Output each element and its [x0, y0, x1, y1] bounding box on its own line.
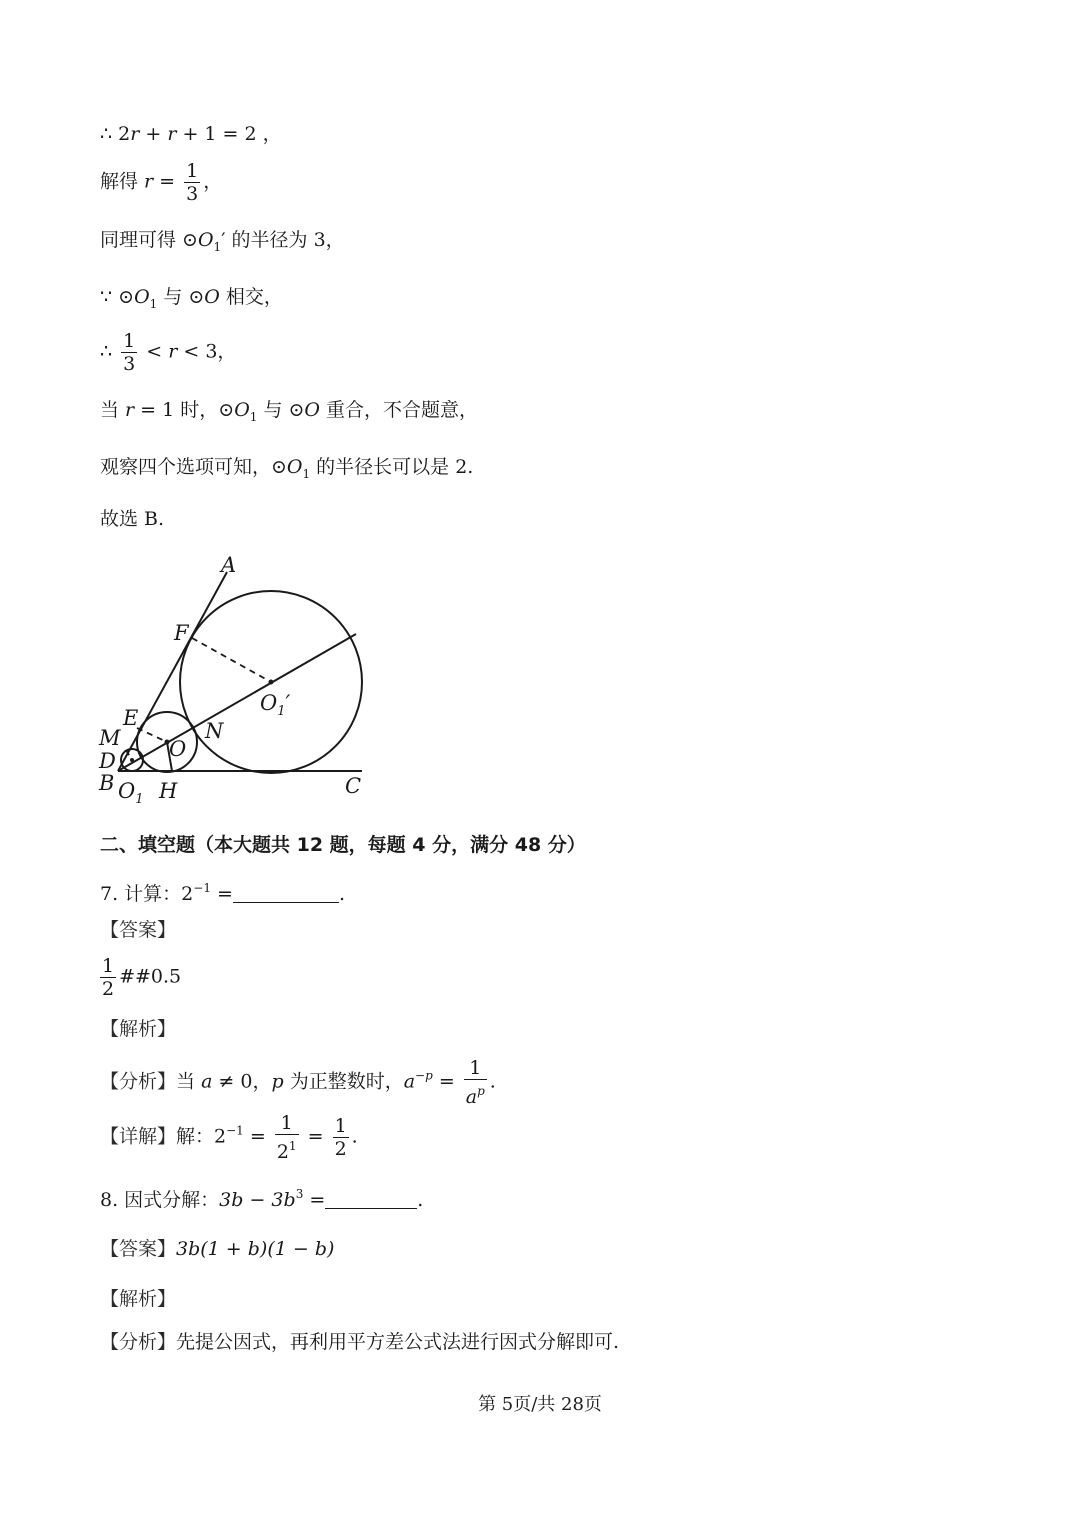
- question-7: 7. 计算：$2^{-1}$ = .: [100, 881, 345, 905]
- q7-answer-tag: 【答案】: [100, 919, 177, 941]
- geometry-figure: [90, 548, 390, 808]
- solution-line-8: 故选 B.: [100, 508, 165, 530]
- fraction-one-third-b: $\frac{1}{3}$: [123, 330, 136, 375]
- label-b: B: [99, 771, 115, 795]
- label-c: C: [345, 774, 362, 798]
- solution-line-4: ∵ $⊙O_1$ 与 ⊙O 相交，: [100, 286, 283, 311]
- question-8: 8. 因式分解：$3b - 3b^3$ = .: [100, 1187, 424, 1211]
- q8-fenxi: 【分析】先提公因式，再利用平方差公式法进行因式分解即可.: [100, 1331, 620, 1353]
- dashed-e-o: [137, 728, 167, 742]
- answer-blank-8: [325, 1190, 417, 1209]
- label-h: H: [159, 779, 178, 803]
- solution-line-3: 同理可得 $⊙O_1'$ 的半径为 3，: [100, 229, 345, 254]
- answer-blank-7: [233, 884, 339, 903]
- label-o1: $O_1$: [118, 779, 144, 807]
- label-d: D: [99, 749, 116, 773]
- point-o1: [130, 758, 134, 762]
- section-heading: 二、填空题（本大题共 12 题，每题 4 分，满分 48 分）: [100, 834, 586, 856]
- label-f: F: [174, 621, 189, 645]
- q8-analysis-tag: 【解析】: [100, 1288, 177, 1310]
- q7-analysis-tag: 【解析】: [100, 1018, 177, 1040]
- q8-answer: 【答案】3b(1 + b)(1 − b): [100, 1238, 335, 1260]
- solution-line-7: 观察四个选项可知，$⊙O_1$ 的半径长可以是 2.: [100, 456, 474, 481]
- solution-line-1: ∴ 2r + r + 1 = 2 ，: [100, 123, 282, 145]
- label-n: N: [205, 719, 224, 743]
- label-o: O: [169, 737, 187, 761]
- fraction-one-third: $\frac{1}{3}$: [186, 160, 199, 205]
- page-footer: 第 5页/共 28页: [478, 1394, 602, 1415]
- label-m: M: [99, 726, 121, 750]
- solution-line-5: ∴ $\frac{1}{3}$ < r < 3，: [100, 330, 237, 375]
- solution-line-2: 解得 r = $\frac{1}{3}$ ，: [100, 160, 223, 205]
- label-o1-prime: $O_1'$: [260, 691, 291, 719]
- dashed-f-o1-prime: [192, 638, 271, 682]
- q7-answer: $\frac{1}{2}$ ##0.5: [102, 955, 182, 1000]
- label-a: A: [221, 553, 237, 577]
- q7-xiangjie: 【详解】解：$2^{-1}$ = $\frac{1}{2^1}$ = $\frac{1}{2}$ .: [100, 1112, 358, 1163]
- angle-bisector-line: [118, 634, 356, 771]
- point-o1-prime: [269, 680, 274, 685]
- solution-line-6: 当 r = 1 时，$⊙O_1$ 与 ⊙O 重合，不合题意，: [100, 399, 479, 424]
- label-e: E: [123, 706, 139, 730]
- q7-fenxi: 【分析】当 a ≠ 0，p 为正整数时，$a^{-p}$ = $\frac{1}{a^p}$ .: [100, 1057, 496, 1108]
